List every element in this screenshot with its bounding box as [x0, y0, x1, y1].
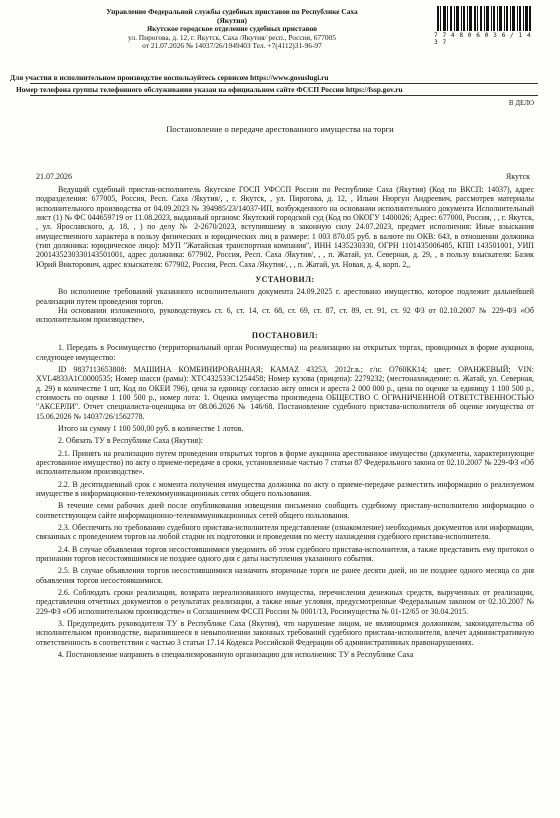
intro-paragraph: Ведущий судебный пристав-исполнитель Якутское ГОСП УФССП России по Республике Саха (Якутия) (Код по ВКСП: 14037), адрес подразделения: 677005, Россия, Респ. Саха /Якутия/, , г. Якутск, , ул. Пирогова, д. 12, , Ильин Нюргун Андреевич, рассмотрев материалы исполнительного производства от 04.09.2023 № 394985/23/14037-ИП, возбужденного на основании исполнительного документа Исполнительный лист (1) № ФС 044659719 от 11.08.2023, выданный органом: Якутский городской суд (Код по ОКОГУ 1400026; Адрес: 677000, Россия, , , г. Якутск, , ул. Ярославского, д. 18, , ) по делу № 2-2670/2023, вступившему в законную силу 24.07.2023, предмет исполнения: Иные взыскания имущественного характера в пользу физических и юридических лиц в размере: 1 003 870.05 руб. в валюте по ОКВ: 643, в отношении должника (тип должника: юридическое лицо): МУП "Жатайская транспортная компания", ИНН 1435230330, ОГРН 1101435006485, КПП 143501001, УИП 2001435230330143501001, адрес должника: 677902, Россия, Респ. Саха /Якутия/, , , п. Жатай, ул. Северная, д. 29, , в пользу взыскателя: Базик Юрий Викторович, адрес взыскателя: 677902, Россия, Респ. Саха /Якутия/, , , п. Жатай, ул. Новая, д. 4, корп. 2,,	[36, 185, 534, 269]
header-divider-top	[30, 83, 538, 84]
clause-2-2-notice: В течение семи рабочих дней после опубликования извещения письменно сообщить судебному приставу-исполнителю информацию о соответствующем сайте информационно-телекоммуникационных сетей общего пользования.	[36, 501, 534, 520]
org-name-line1: Управление Федеральной службы судебных приставов по Республике Саха	[106, 7, 358, 16]
document-header	[36, 6, 538, 78]
clause-2: 2. Обязать ТУ в Республике Саха (Якутия):	[58, 436, 203, 446]
date-place-row	[36, 172, 530, 181]
clause-2-3: 2.3. Обеспечить по требованию судебного пристава-исполнителя представление (ознакомление) необходимых документов или информации, связанных с проведением торгов на любой стадии их подготовки и проведения по месту нахождения судебного пристава-исполнителя.	[36, 523, 534, 542]
clause-4: 4. Постановление направить в специализированную организацию для исполнения: ТУ в Республике Саха	[58, 650, 414, 660]
section-heading-resolved: ПОСТАНОВИЛ:	[251, 330, 319, 340]
clause-2-2: 2.2. В десятидневный срок с момента получения имущества должника по акту о приеме-передаче разместить информацию о реализуемом имуществе в информационно-телекоммуникационных сетях общего пользования.	[36, 479, 534, 498]
department-reference: от 21.07.2026 № 14037/26/194940З Тел. +7(4112)31-96-97	[142, 41, 322, 51]
issuer-block	[36, 8, 428, 51]
document-date: 21.07.2026	[36, 172, 72, 181]
property-item: ID 9837113653808: МАШИНА КОМБИНИРОВАННАЯ; KAMAZ 43253, 2012г.в.; г/н: О760КК14; цвет: ОРАНЖЕВЫЙ; VIN: XVL4833A1C0000535; Номер шасси (рамы): XTC432533C1254458; Номер кузова (прицепа): 2279232; (местонахождение: п. Жатай, ул. Северная, д. 29) в количестве 1 шт, Код по ОКЕИ 796), цена за единицу согласно акту описи и ареста 2 000 000 р., цена по оценке за единицу 1 100 500 р., стоимость по оценке 1 100 500 р., номер лота: 1. Оценка имущества произведена ОБЩЕСТВО С ОГРАНИЧЕННОЙ ОТВЕТСТВЕННОСТЬЮ "АКСЕРЛИ". Отчет специалиста-оценщика от 08.06.2026 № 146/68. Постановление судебного пристава-исполнителя об оценке имущества от 15.06.2026 № 14037/26/1562778.	[36, 364, 534, 421]
gosuslugi-notice: Для участия в исполнительном производстве воспользуйтесь сервисом https://www.gosuslugi.ru	[10, 73, 329, 82]
phone-notice: Номер телефона группы телефонного обслуживания указан на официальном сайте ФССП России https://fssp.gov.ru	[16, 85, 403, 94]
clause-2-5: 2.5. В случае объявления торгов несостоявшимися назначить вторичные торги не ранее десяти дней, но не позднее одного месяца со дня объявления торгов несостоявшимися.	[36, 566, 534, 585]
department-address: ул. Пирогова, д. 12, г. Якутск, Саха /Якутия/ респ., Россия, 677005	[128, 32, 336, 42]
barcode	[434, 6, 534, 46]
document-title: Постановление о передаче арестованного имущества на торги	[166, 124, 394, 134]
document-city: Якутск	[505, 172, 530, 181]
header-divider-bottom	[30, 95, 538, 96]
org-name-line2: (Якутия)	[217, 15, 247, 25]
clause-2-6: 2.6. Соблюдать сроки реализации, возврата нереализованного имущества, перечисления денежных средств, вырученных от реализации, представления отчетных документов о результатах реализации, а также иные условия, предусмотренные Федеральным законом от 02.10.2007 № 229-ФЗ «Об исполнительном производстве» и Соглашением ФССП России № 0001/13, Росимущества № 01-12/65 от 30.04.2015.	[36, 588, 534, 616]
established-paragraph-2: На основании изложенного, руководствуясь ст. 6, ст. 14, ст. 68, ст. 69, ст. 87, ст. 89, ст. 91, ст. 92 ФЗ от 02.10.2007 № 229-ФЗ «Об исполнительном производстве»,	[36, 306, 534, 325]
section-heading-established: УСТАНОВИЛ:	[255, 275, 315, 285]
clause-2-1: 2.1. Принять на реализацию путем проведения открытых торгов в форме аукциона арестованное имущество (документы, характеризующие арестованное имущество) по акту о приеме-передаче в сроки, установленные частью 7 статьи 87 Федерального закона от 02.10.2007 № 229-ФЗ «Об исполнительном производстве».	[36, 448, 534, 477]
clause-2-4: 2.4. В случае объявления торгов несостоявшимися уведомить об этом судебного пристава-исполнителя, а также представить ему протокол о признании торгов несостоявшимися не позднее одного дня с даты наступления указанного события.	[36, 544, 534, 564]
established-paragraph-1: Во исполнение требований указанного исполнительного документа 24.09.2025 г. арестовано имущество, которое подлежит дальнейшей реализации путем проведения торгов.	[36, 287, 534, 306]
total-line: Итого на сумму 1 100 500,00 руб. в количестве 1 лотов.	[58, 423, 244, 433]
clause-3: 3. Предупредить руководителя ТУ в Республике Саха (Якутия), что нарушение лицом, не являющимся должником, законодательства об исполнительном производстве, выразившееся в невыполнении законных требований судебного пристава-исполнителя, влечет административную ответственность в соответствии с частью 3 статьи 17.14 Кодекса Российской Федерации об административных правонарушениях.	[36, 619, 534, 647]
file-stamp: В ДЕЛО	[508, 99, 534, 107]
department-name: Якутское городское отделение судебных приставов	[146, 24, 318, 34]
document-body	[36, 185, 534, 659]
barcode-bars	[437, 6, 531, 31]
barcode-number: 7 7 4 8 0 6 0 3 6 / 1 4 3 7	[434, 32, 532, 46]
clause-1: 1. Передать в Росимущество (территориальный орган Росимущества) на реализацию на открытых торгах, проводимых в форме аукциона, следующее имущество:	[36, 343, 534, 362]
